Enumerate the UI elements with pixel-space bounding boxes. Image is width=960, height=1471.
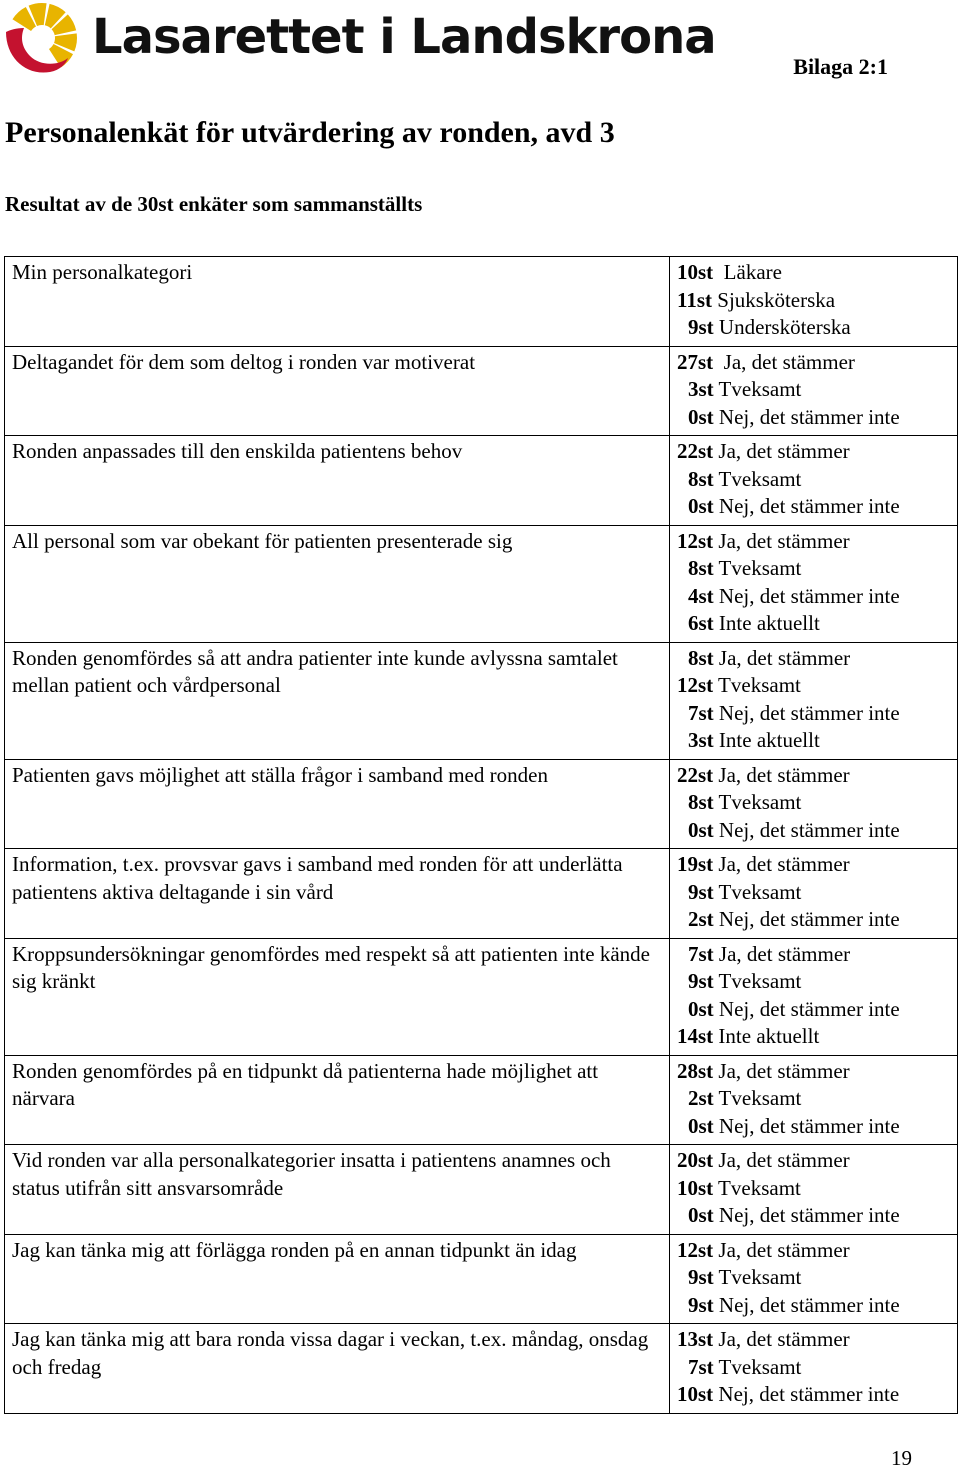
answer-count: 7st bbox=[688, 941, 714, 966]
table-row bbox=[5, 849, 958, 939]
answer-label: Nej, det stämmer inte bbox=[718, 1113, 900, 1138]
question-cell: Jag kan tänka mig att förlägga ronden på en annan tidpunkt än idag bbox=[5, 1234, 670, 1324]
answer-line bbox=[677, 1381, 950, 1409]
answer-cell bbox=[670, 938, 958, 1055]
answer-label: Nej, det stämmer inte bbox=[718, 907, 900, 931]
answer-count: 13st bbox=[677, 1327, 714, 1351]
answer-label: Nej, det stämmer inte bbox=[718, 404, 900, 429]
question-cell: Ronden anpassades till den enskilda patientens behov bbox=[5, 436, 670, 526]
answer-line bbox=[677, 1292, 950, 1320]
answer-count: 6st bbox=[688, 611, 714, 635]
answer-label: Nej, det stämmer inte bbox=[718, 700, 900, 725]
answer-line bbox=[677, 789, 950, 817]
answer-line bbox=[677, 1175, 950, 1203]
answer-line bbox=[677, 610, 950, 638]
answer-line bbox=[677, 583, 950, 611]
answer-line bbox=[677, 287, 950, 315]
table-row bbox=[5, 525, 958, 642]
answer-count: 12st bbox=[677, 673, 714, 697]
answer-label: Ja, det stämmer bbox=[718, 1058, 850, 1083]
table-row bbox=[5, 938, 958, 1055]
hospital-name: Lasarettet i Landskrona bbox=[92, 9, 716, 65]
answer-count: 14st bbox=[677, 1024, 714, 1048]
answer-label: Ja, det stämmer bbox=[718, 762, 850, 787]
answer-count: 12st bbox=[677, 1237, 714, 1262]
document-subtitle: Resultat av de 30st enkäter som sammanställts bbox=[5, 192, 423, 216]
question-cell: Ronden genomfördes på en tidpunkt då patienterna hade möjlighet att närvara bbox=[5, 1055, 670, 1145]
answer-label: Nej, det stämmer inte bbox=[718, 1292, 900, 1317]
answer-count: 9st bbox=[688, 879, 714, 904]
answer-label: Nej, det stämmer inte bbox=[718, 817, 900, 842]
question-cell: All personal som var obekant för patienten presenterade sig bbox=[5, 525, 670, 642]
question-cell: Vid ronden var alla personalkategorier insatta i patientens anamnes och status utifrån sitt ansvarsområde bbox=[5, 1145, 670, 1235]
answer-line bbox=[677, 851, 950, 879]
answer-line bbox=[677, 555, 950, 583]
page-number: 19 bbox=[891, 1446, 912, 1470]
answer-line bbox=[677, 817, 950, 845]
answer-line bbox=[677, 1264, 950, 1292]
question-cell: Ronden genomfördes så att andra patienter inte kunde avlyssna samtalet mellan patient och vårdpersonal bbox=[5, 642, 670, 759]
answer-label: Ja, det stämmer bbox=[718, 1237, 850, 1262]
answer-label: Inte aktuellt bbox=[718, 728, 820, 752]
answer-count: 7st bbox=[688, 1354, 714, 1379]
header-logo bbox=[2, 2, 716, 78]
answer-count: 4st bbox=[688, 583, 714, 608]
answer-count: 0st bbox=[688, 1113, 714, 1138]
answer-label: Inte aktuellt bbox=[718, 611, 820, 635]
answer-label: Ja, det stämmer bbox=[718, 1148, 850, 1172]
question-cell: Min personalkategori bbox=[5, 257, 670, 347]
answer-cell bbox=[670, 257, 958, 347]
document-title: Personalenkät för utvärdering av ronden, avd 3 bbox=[5, 116, 615, 149]
answer-count: 2st bbox=[688, 907, 714, 931]
table-row bbox=[5, 1145, 958, 1235]
answer-line bbox=[677, 466, 950, 494]
answer-count: 19st bbox=[677, 852, 714, 876]
answer-line bbox=[677, 259, 950, 287]
answer-label: Nej, det stämmer inte bbox=[718, 996, 900, 1021]
answer-count: 8st bbox=[688, 556, 714, 580]
answer-label: Läkare bbox=[718, 260, 782, 284]
answer-line bbox=[677, 1237, 950, 1265]
answer-line bbox=[677, 1147, 950, 1175]
answer-count: 22st bbox=[677, 439, 714, 463]
answer-line bbox=[677, 762, 950, 790]
answer-label: Inte aktuellt bbox=[718, 1024, 820, 1048]
answer-cell bbox=[670, 759, 958, 849]
answer-cell bbox=[670, 525, 958, 642]
answer-line bbox=[677, 404, 950, 432]
question-cell: Jag kan tänka mig att bara ronda vissa dagar i veckan, t.ex. måndag, onsdag och fredag bbox=[5, 1324, 670, 1414]
answer-label: Tveksamt bbox=[718, 673, 801, 697]
answer-count: 8st bbox=[688, 790, 714, 814]
answer-cell bbox=[670, 1234, 958, 1324]
answer-label: Ja, det stämmer bbox=[718, 645, 851, 670]
answer-line bbox=[677, 1202, 950, 1230]
answer-label: Nej, det stämmer inte bbox=[718, 494, 900, 518]
answer-label: Undersköterska bbox=[718, 315, 851, 339]
answer-line bbox=[677, 1023, 950, 1051]
answer-count: 0st bbox=[688, 494, 714, 518]
answer-count: 0st bbox=[688, 1203, 714, 1227]
answer-label: Tveksamt bbox=[718, 1086, 802, 1110]
answer-label: Tveksamt bbox=[718, 790, 802, 814]
answer-line bbox=[677, 1326, 950, 1354]
answer-label: Nej, det stämmer inte bbox=[718, 1203, 900, 1227]
question-cell: Patienten gavs möjlighet att ställa frågor i samband med ronden bbox=[5, 759, 670, 849]
answer-line bbox=[677, 438, 950, 466]
table-row bbox=[5, 1234, 958, 1324]
answer-count: 10st bbox=[677, 1175, 714, 1200]
answer-line bbox=[677, 906, 950, 934]
answer-cell bbox=[670, 642, 958, 759]
answer-cell bbox=[670, 346, 958, 436]
answer-count: 9st bbox=[688, 315, 714, 339]
answer-count: 28st bbox=[677, 1058, 714, 1083]
table-row bbox=[5, 346, 958, 436]
answer-line bbox=[677, 349, 950, 377]
answer-line bbox=[677, 1113, 950, 1141]
answer-count: 9st bbox=[688, 969, 714, 993]
answer-line bbox=[677, 645, 950, 673]
answer-count: 8st bbox=[688, 645, 714, 670]
answer-count: 7st bbox=[688, 700, 714, 725]
answer-label: Ja, det stämmer bbox=[718, 941, 851, 966]
answer-count: 2st bbox=[688, 1086, 714, 1110]
answer-line bbox=[677, 1058, 950, 1086]
answer-count: 20st bbox=[677, 1148, 714, 1172]
answer-count: 0st bbox=[688, 404, 714, 429]
answer-label: Tveksamt bbox=[718, 879, 802, 904]
table-row bbox=[5, 1324, 958, 1414]
answer-label: Tveksamt bbox=[718, 1175, 801, 1200]
answer-label: Tveksamt bbox=[718, 466, 802, 491]
answer-count: 11st bbox=[677, 287, 713, 312]
question-cell: Kroppsundersökningar genomfördes med respekt så att patienten inte kände sig kränkt bbox=[5, 938, 670, 1055]
table-row bbox=[5, 642, 958, 759]
answer-label: Ja, det stämmer bbox=[718, 439, 850, 463]
answer-count: 3st bbox=[688, 377, 714, 401]
answer-label: Nej, det stämmer inte bbox=[718, 1382, 900, 1406]
answer-line bbox=[677, 879, 950, 907]
table-row bbox=[5, 257, 958, 347]
answer-count: 9st bbox=[688, 1265, 714, 1289]
answer-line bbox=[677, 1354, 950, 1382]
answer-label: Tveksamt bbox=[718, 969, 802, 993]
answer-line bbox=[677, 376, 950, 404]
answer-label: Tveksamt bbox=[718, 556, 802, 580]
table-row bbox=[5, 436, 958, 526]
answer-label: Ja, det stämmer bbox=[718, 349, 855, 374]
answer-line bbox=[677, 493, 950, 521]
answer-label: Sjuksköterska bbox=[717, 287, 836, 312]
answer-line bbox=[677, 672, 950, 700]
question-cell: Information, t.ex. provsvar gavs i samband med ronden för att underlätta patientens aktiva deltagande i sin vård bbox=[5, 849, 670, 939]
answer-count: 10st bbox=[677, 260, 714, 284]
answer-line bbox=[677, 314, 950, 342]
answer-count: 3st bbox=[688, 728, 714, 752]
answer-cell bbox=[670, 849, 958, 939]
answer-label: Nej, det stämmer inte bbox=[718, 583, 900, 608]
answer-count: 27st bbox=[677, 349, 714, 374]
answer-line bbox=[677, 528, 950, 556]
answer-cell bbox=[670, 1145, 958, 1235]
answer-label: Tveksamt bbox=[718, 1265, 802, 1289]
table-row bbox=[5, 1055, 958, 1145]
answer-cell bbox=[670, 436, 958, 526]
answer-line bbox=[677, 996, 950, 1024]
answer-count: 22st bbox=[677, 762, 714, 787]
answer-line bbox=[677, 700, 950, 728]
answer-cell bbox=[670, 1055, 958, 1145]
answer-label: Tveksamt bbox=[718, 377, 802, 401]
answer-line bbox=[677, 727, 950, 755]
answer-count: 0st bbox=[688, 817, 714, 842]
answer-line bbox=[677, 941, 950, 969]
results-table-body bbox=[5, 257, 958, 1414]
answer-count: 8st bbox=[688, 466, 714, 491]
answer-count: 0st bbox=[688, 996, 714, 1021]
answer-label: Tveksamt bbox=[718, 1354, 802, 1379]
answer-label: Ja, det stämmer bbox=[718, 852, 850, 876]
table-row bbox=[5, 759, 958, 849]
answer-line bbox=[677, 1085, 950, 1113]
answer-count: 12st bbox=[677, 528, 714, 553]
hospital-logo-icon bbox=[2, 2, 78, 78]
answer-count: 9st bbox=[688, 1292, 714, 1317]
answer-cell bbox=[670, 1324, 958, 1414]
answer-label: Ja, det stämmer bbox=[718, 528, 850, 553]
results-table bbox=[4, 256, 958, 1414]
answer-count: 10st bbox=[677, 1382, 714, 1406]
answer-label: Ja, det stämmer bbox=[718, 1327, 850, 1351]
question-cell: Deltagandet för dem som deltog i ronden var motiverat bbox=[5, 346, 670, 436]
answer-line bbox=[677, 968, 950, 996]
attachment-label: Bilaga 2:1 bbox=[793, 54, 888, 79]
